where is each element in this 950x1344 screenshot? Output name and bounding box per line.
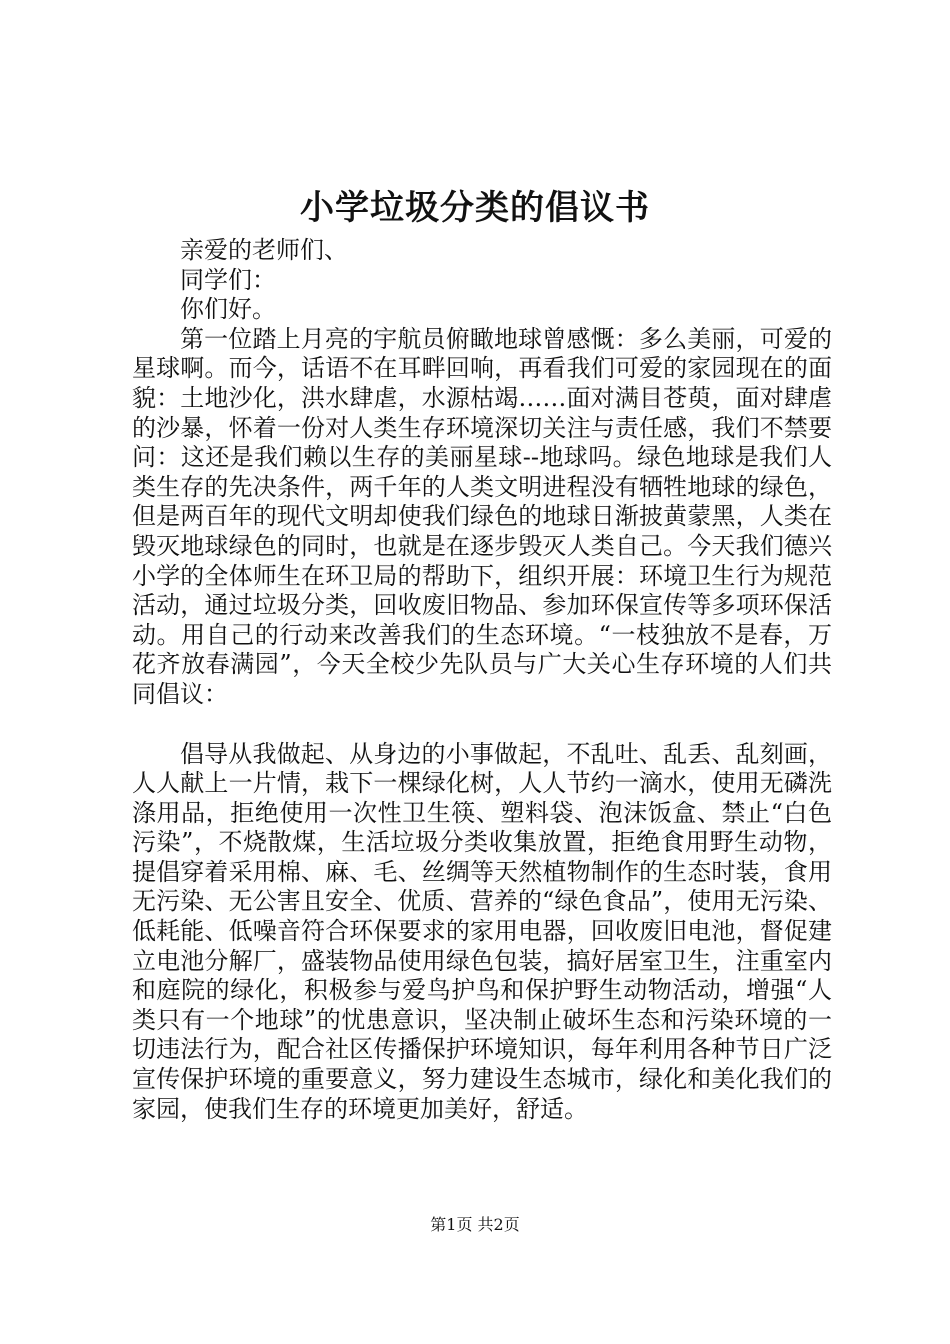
page-indicator: 第1页 共2页 (430, 1215, 520, 1234)
paragraph-2: 倡导从我做起、从身边的小事做起，不乱吐、乱丢、乱刻画，人人献上一片情，栽下一棵绿化树，人人节约一滴水，使用无磷洗涤用品，拒绝使用一次性卫生筷、塑料袋、泡沫饭盒、禁止“白色污染”，不烧散煤，生活垃圾分类收集放置，拒绝食用野生动物，提倡穿着采用棉、麻、毛、丝绸等天然植物制作的生态时装，食用无污染、无公害且安全、优质、营养的“绿色食品”，使用无污染、低耗能、低噪音符合环保要求的家用电器，回收废旧电池，督促建立电池分解厂，盛装物品使用绿色包装，搞好居室卫生，注重室内和庭院的绿化，积极参与爱鸟护鸟和保护野生动物活动，增强“人类只有一个地球”的忧患意识，坚决制止破坏生态和污染环境的一切违法行为，配合社区传播保护环境知识，每年利用各种节日广泛宣传保护环境的重要意义，努力建设生态城市，绿化和美化我们的家园，使我们生存的环境更加美好，舒适。 (132, 739, 832, 1123)
greeting: 你们好。 (180, 295, 276, 324)
document-title: 小学垃圾分类的倡议书 (300, 188, 650, 228)
salutation-line-2: 同学们： (180, 265, 276, 294)
salutation-line-1: 亲爱的老师们、 (180, 236, 348, 264)
document-body (132, 236, 832, 1124)
paragraph-1: 第一位踏上月亮的宇航员俯瞰地球曾感慨：多么美丽，可爱的星球啊。而今，话语不在耳畔回响，再看我们可爱的家园现在的面貌：土地沙化，洪水肆虐，水源枯竭……面对满目苍萸，面对肆虐的沙暴，怀着一份对人类生存环境深切关注与责任感，我们不禁要问：这还是我们赖以生存的美丽星球--地球吗。绿色地球是我们人类生存的先决条件，两千年的人类文明进程没有牺牲地球的绿色，但是两百年的现代文明却使我们绿色的地球日渐披黄蒙黑，人类在毁灭地球绿色的同时，也就是在逐步毁灭人类自己。今天我们德兴小学的全体师生在环卫局的帮助下，组织开展：环境卫生行为规范活动，通过垃圾分类，回收废旧物品、参加环保宣传等多项环保活动。用自己的行动来改善我们的生态环境。“一枝独放不是春，万花齐放春满园”，今天全校少先队员与广大关心生存环境的人们共同倡议： (132, 324, 832, 708)
paragraph-gap (132, 710, 832, 740)
